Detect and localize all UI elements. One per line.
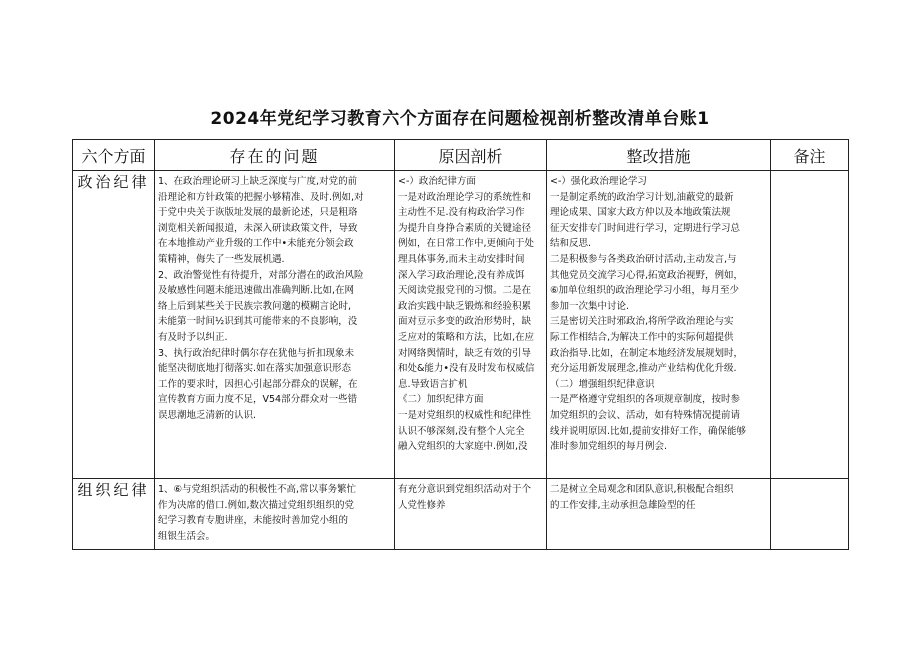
text-line: 一是制定系统的政治学习计划,油蔽党的最新: [550, 191, 734, 203]
text-line: 充分运用新发展理念,推动产业结构优化升级.: [550, 363, 737, 375]
header-row: [73, 140, 849, 171]
text-line: 策精神，侮失了一些发展机遇.: [158, 253, 285, 265]
text-line: 有及时予以纠正.: [158, 331, 228, 343]
text-line: <-）政治纪律方面: [398, 176, 476, 187]
text-line: 认识不够深刻,没有整个人完全: [398, 425, 525, 437]
text-line: 征天安排专门时间进行学习，定期进行学习总: [550, 222, 741, 234]
text-line: 浏览相关新闻报道，未深入研读政策文件，导致: [158, 222, 358, 234]
text-line: 纪学习教育专胞讲座，未能按时善加党小组的: [158, 515, 349, 527]
text-line: 的工作安排,主动承担急雄险型的任: [550, 499, 696, 511]
text-line: 其他党员交流学习心得,拓宽政治视野，例如，: [550, 269, 744, 281]
text-line: 人党性修养: [398, 499, 446, 511]
text-line: 理论成果、国家大政方仲以及本地政策法规: [550, 207, 731, 219]
text-line: 为提升自身挣合素质的关键途径: [398, 222, 532, 234]
text-line: 政治实践中缺乏锻炼和经验积累: [398, 300, 532, 312]
text-line: 1、在政治理论研习上缺乏深度与广度,对党的前: [158, 176, 358, 187]
text-line: 二是树立全局观念和团队意识,积极配合组织: [550, 484, 734, 495]
text-line: 深入学习政治理论,没有养成饵: [398, 269, 525, 281]
text-line: 3、执行政治纪律时偶尔存在犹他与折扣现象未: [158, 347, 355, 359]
measure-cell: [547, 171, 771, 479]
text-line: 加党组织的会议、活动，如有特殊情况提前请: [550, 409, 741, 421]
text-line: 理具体事务,而未主动安排时间: [398, 253, 525, 265]
text-line: 对网络舆情时，缺乏有效的引导: [398, 347, 532, 359]
text-line: 误思潮地乏清新的认识.: [158, 409, 257, 421]
header-cause: 原因剖析: [395, 140, 547, 171]
text-line: 工作的要求时，因担心引起部分群众的误解，在: [158, 378, 358, 390]
text-line: 宣传教育方面力度不足，V54部分群众对一些错: [158, 394, 358, 406]
text-line: 三是密切关注时邪政治,将所学政治理论与实: [550, 316, 734, 328]
text-line: 参加一次集中讨论.: [550, 300, 630, 312]
text-line: 作为决席的借口.例如,数次描过党组织组织的党: [158, 499, 355, 511]
text-line: 一是严格遵守党组织的各项规章制度，按时参: [550, 394, 741, 406]
cause-cell: [395, 171, 547, 479]
text-line: 及敏感性问题未能迅速做出准确判断.比如,在网: [158, 285, 355, 297]
document-title: 2024年党纪学习教育六个方面存在问题检视剖析整改清单台账1: [210, 109, 710, 129]
cause-cell: [395, 479, 547, 550]
text-line: 面对豆示多变的政治形势时，缺: [398, 316, 532, 328]
text-line: 例如，在日常工作中,更倾向于处: [398, 238, 535, 250]
text-line: 际工作相结合,为解决工作中的实际何超提供: [550, 331, 734, 343]
text-line: 络上后到某些关于民族宗教问邈的模糊言论时,: [158, 300, 352, 312]
text-line: 沿理论和方针政策的把握小够精准、及时.例如,对: [158, 191, 364, 203]
text-line: 能坚决彻底地打彻落实.如在落实加强意识形态: [158, 363, 352, 375]
header-problem: 存在的问题: [155, 140, 395, 171]
aspect-cell: 组织纪律: [73, 479, 155, 550]
problem-cell: [155, 479, 395, 550]
text-line: ⑥加单位组织的政治理论学习小组，每月至少: [550, 285, 740, 297]
text-line: 天阅读党报党刊的习惯。二是在: [398, 285, 532, 297]
text-line: <-）强化政治理论学习: [550, 176, 647, 187]
header-aspect: 六个方面: [73, 140, 155, 171]
text-line: 1、⑥与党组织活动的积极性不高,常以事务繁忙: [158, 484, 357, 495]
text-line: 息.导致语言扩机: [398, 378, 468, 390]
problem-cell: [155, 171, 395, 479]
text-line: 组银生活会。: [158, 530, 216, 542]
note-cell: [771, 479, 849, 550]
table-row: [73, 479, 849, 550]
text-line: 于党中央关于诙版址发展的最新论述，只是粗珞: [158, 207, 358, 219]
text-line: 有充分意识到党组织活动对于个: [398, 484, 532, 495]
table-row: [73, 171, 849, 479]
rectification-ledger-table: [72, 139, 849, 550]
text-line: 二是积极参与各类政治研讨活动,主动发言,与: [550, 253, 737, 265]
measure-cell: [547, 479, 771, 550]
text-line: （二）增强组织纪律意识: [550, 378, 655, 390]
text-line: 2、政治警觉性有待提升，对部分潜在的政治风险: [158, 269, 364, 281]
text-line: 乏应对的策略和方法，比如,在应: [398, 331, 535, 343]
text-line: 未能第一时间½识到其可能带来的不良影响，没: [158, 316, 358, 328]
text-line: 在本地推动产业升级的工作中•未能充分领会政: [158, 238, 354, 250]
text-line: 结和反思.: [550, 238, 592, 250]
note-cell: [771, 171, 849, 479]
header-measure: 整改措施: [547, 140, 771, 171]
aspect-cell: 政治纪律: [73, 171, 155, 479]
header-note: 备注: [771, 140, 849, 171]
text-line: 融入党组织的大家庭中.例如,没: [398, 441, 528, 453]
text-line: 和处&能力•没有及时发布权威信: [398, 363, 535, 375]
text-line: 一是对党组织的权威性和纪律性: [398, 409, 532, 421]
text-line: 主动性不足.没有构政治学习作: [398, 207, 525, 219]
text-line: 《二）加织纪律方面: [398, 394, 484, 406]
text-line: 准时参加党组织的每月例会.: [550, 441, 668, 453]
text-line: 一是对政治理论学习的系统性和: [398, 191, 532, 203]
text-line: 线并说明原因.比如,提前安排好工作，确保能够: [550, 425, 747, 437]
text-line: 政治指导.比如，在制定本地经济发展规划时，: [550, 347, 744, 359]
